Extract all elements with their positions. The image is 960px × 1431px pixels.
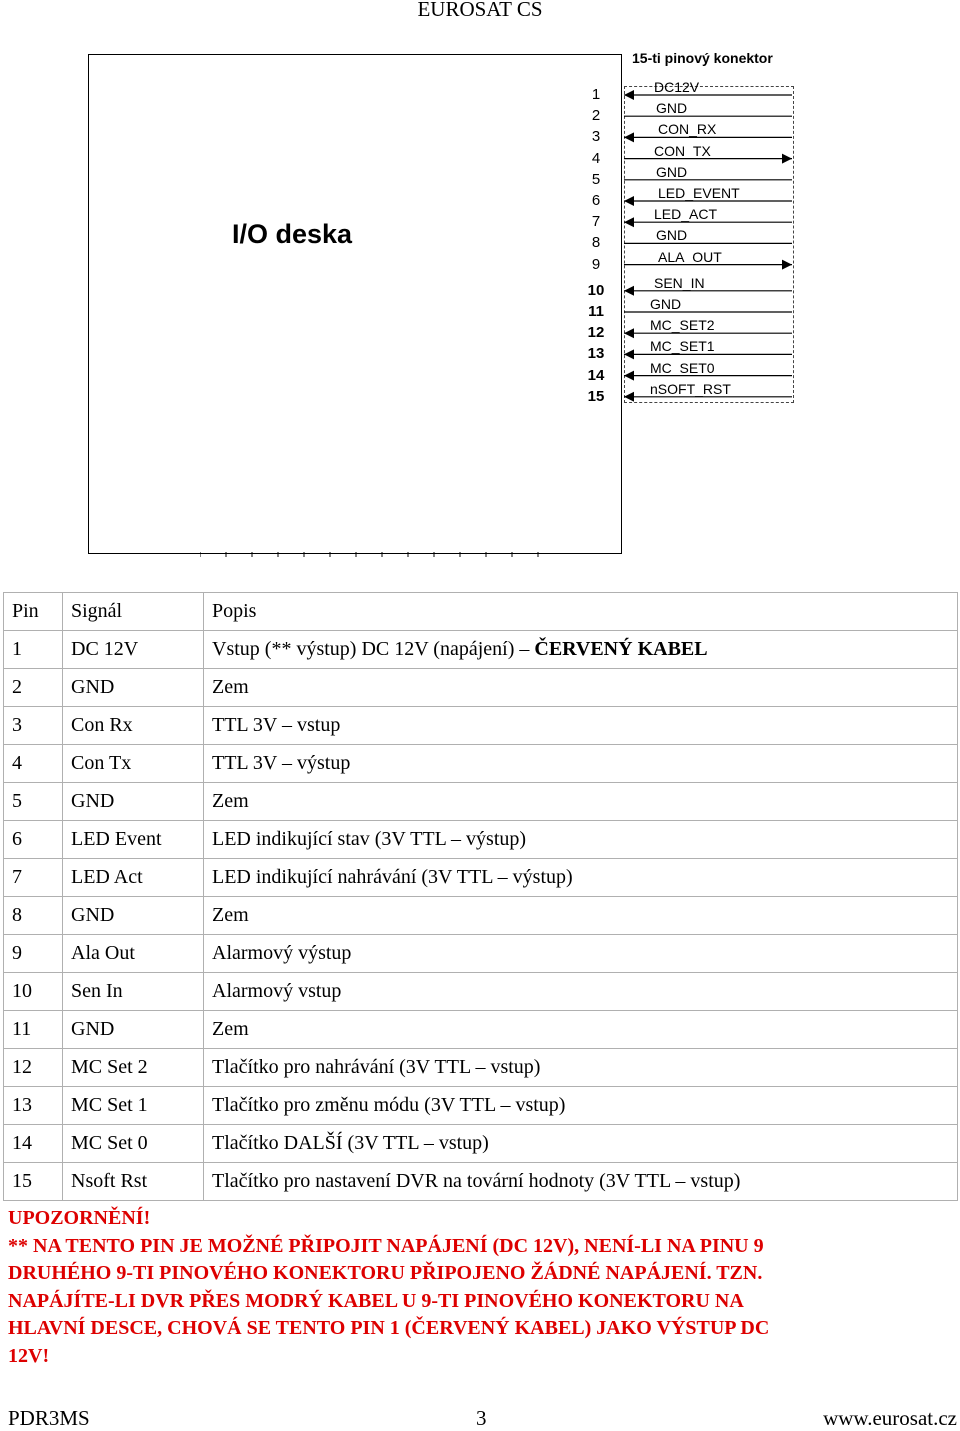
description-bold-text: ČERVENÝ KABEL xyxy=(534,638,708,660)
input-arrow xyxy=(624,286,634,296)
description-text: Vstup (** výstup) DC 12V (napájení) – xyxy=(212,638,535,660)
description-cell xyxy=(204,973,958,1011)
description-cell xyxy=(204,859,958,897)
pin-number-label: 8 xyxy=(591,234,601,252)
table-row xyxy=(4,897,958,935)
description-cell xyxy=(204,783,958,821)
warning-line: ** NA TENTO PIN JE MOŽNÉ PŘIPOJIT NAPÁJENÍ (DC 12V), NENÍ-LI NA PINU 9 xyxy=(8,1234,764,1257)
description-text: Tlačítko pro nastavení DVR na tovární hodnoty (3V TTL – vstup) xyxy=(212,1170,741,1192)
pin-signal-label: LED_ACT xyxy=(654,206,718,223)
pin-number-cell: 4 xyxy=(4,745,63,783)
pin-number-label: 5 xyxy=(591,170,601,188)
pin-signal-label: GND xyxy=(650,296,682,312)
pin-number-cell: 11 xyxy=(4,1011,63,1049)
signal-cell: GND xyxy=(63,669,204,707)
signal-cell: MC Set 2 xyxy=(63,1049,204,1087)
pin-signal-label: GND xyxy=(656,100,688,117)
pin-number-label: 15 xyxy=(587,387,605,405)
pin-number-cell: 5 xyxy=(4,783,63,821)
pin-number-label: 4 xyxy=(591,149,601,167)
signal-cell: Con Rx xyxy=(63,707,204,745)
warning-line: 12V! xyxy=(8,1344,50,1367)
table-row xyxy=(4,1011,958,1049)
pin-number-label: 9 xyxy=(591,255,601,273)
table-row xyxy=(4,1163,958,1201)
input-arrow xyxy=(624,392,634,402)
description-cell xyxy=(204,821,958,859)
document-header: EUROSAT CS xyxy=(417,0,543,21)
pin-signal-label: DC12V xyxy=(654,79,700,95)
signal-cell: MC Set 0 xyxy=(63,1125,204,1163)
pin-number-label: 12 xyxy=(587,324,605,342)
description-cell xyxy=(204,935,958,973)
pin-number-cell: 15 xyxy=(4,1163,63,1201)
description-text: LED indikující stav (3V TTL – výstup) xyxy=(212,828,527,850)
pin-number-cell: 3 xyxy=(4,707,63,745)
input-arrow xyxy=(624,217,634,227)
footer-website: www.eurosat.cz xyxy=(823,1406,957,1430)
description-cell xyxy=(204,1125,958,1163)
table-row xyxy=(4,973,958,1011)
input-arrow xyxy=(624,196,634,206)
board-edge-ticks xyxy=(200,548,560,558)
description-cell xyxy=(204,897,958,935)
pin-signal-label: MC_SET1 xyxy=(650,338,715,355)
description-text: Zem xyxy=(212,1018,249,1040)
pin-signal-label: LED_EVENT xyxy=(658,185,740,201)
output-arrow xyxy=(782,260,792,270)
description-text: Tlačítko DALŠÍ (3V TTL – vstup) xyxy=(212,1132,489,1154)
table-row xyxy=(4,859,958,897)
signal-cell: LED Act xyxy=(63,859,204,897)
pin-number-label: 13 xyxy=(587,345,605,363)
warning-block xyxy=(8,1205,948,1370)
header-pin: Pin xyxy=(4,593,63,631)
pin-table xyxy=(3,592,958,1201)
input-arrow xyxy=(624,132,634,142)
pin-arrows xyxy=(88,50,808,560)
signal-cell: GND xyxy=(63,783,204,821)
io-board-label: I/O deska xyxy=(232,219,353,249)
signal-cell: GND xyxy=(63,897,204,935)
table-row xyxy=(4,631,958,669)
signal-cell: DC 12V xyxy=(63,631,204,669)
pin-number-label: 2 xyxy=(591,107,601,125)
pin-number-label: 14 xyxy=(587,366,605,384)
pin-number-label: 3 xyxy=(591,128,601,146)
pin-number-label: 6 xyxy=(591,192,601,209)
description-text: Zem xyxy=(212,790,249,812)
connector-diagram xyxy=(88,50,808,560)
description-text: Alarmový výstup xyxy=(212,942,352,964)
input-arrow xyxy=(624,328,634,338)
signal-cell: LED Event xyxy=(63,821,204,859)
pin-number-cell: 8 xyxy=(4,897,63,935)
table-row xyxy=(4,1087,958,1125)
pin-number-label: 1 xyxy=(591,86,601,103)
table-row xyxy=(4,745,958,783)
footer-page-number: 3 xyxy=(476,1406,487,1430)
pin-signal-label: CON_RX xyxy=(658,121,717,138)
pin-signal-label: GND xyxy=(656,163,688,180)
signal-cell: MC Set 1 xyxy=(63,1087,204,1125)
description-cell xyxy=(204,669,958,707)
pin-number-cell: 13 xyxy=(4,1087,63,1125)
pin-signal-label: SEN_IN xyxy=(654,274,705,291)
pin-signal-label: ALA_OUT xyxy=(658,248,722,265)
input-arrow xyxy=(624,371,634,381)
pin-number-cell: 6 xyxy=(4,821,63,859)
pin-number-label: 11 xyxy=(588,303,604,320)
description-text: Tlačítko pro změnu módu (3V TTL – vstup) xyxy=(212,1094,566,1116)
table-row xyxy=(4,1049,958,1087)
table-row xyxy=(4,821,958,859)
description-cell xyxy=(204,1163,958,1201)
signal-cell: Ala Out xyxy=(63,935,204,973)
table-row xyxy=(4,1125,958,1163)
pin-number-cell: 7 xyxy=(4,859,63,897)
description-cell xyxy=(204,745,958,783)
table-row xyxy=(4,707,958,745)
table-row xyxy=(4,935,958,973)
description-text: Tlačítko pro nahrávání (3V TTL – vstup) xyxy=(212,1056,541,1078)
warning-line: DRUHÉHO 9-TI PINOVÉHO KONEKTORU PŘIPOJENO ŽÁDNÉ NAPÁJENÍ. TZN. xyxy=(8,1262,763,1284)
pin-number-cell: 14 xyxy=(4,1125,63,1163)
description-cell xyxy=(204,1049,958,1087)
description-cell xyxy=(204,1087,958,1125)
pin-number-cell: 2 xyxy=(4,669,63,707)
input-arrow xyxy=(624,349,634,359)
description-cell xyxy=(204,631,958,669)
pin-signal-label: MC_SET0 xyxy=(650,359,715,376)
table-row xyxy=(4,783,958,821)
pin-signal-label: MC_SET2 xyxy=(650,317,715,334)
pin-number-cell: 12 xyxy=(4,1049,63,1087)
description-cell xyxy=(204,707,958,745)
output-arrow xyxy=(782,154,792,164)
warning-line: HLAVNÍ DESCE, CHOVÁ SE TENTO PIN 1 (ČERVENÝ KABEL) JAKO VÝSTUP DC xyxy=(8,1317,770,1339)
pin-number-cell: 9 xyxy=(4,935,63,973)
input-arrow xyxy=(624,90,634,100)
signal-cell: Nsoft Rst xyxy=(63,1163,204,1201)
pin-number-cell: 10 xyxy=(4,973,63,1011)
pin-signal-label: CON_TX xyxy=(654,142,711,159)
description-text: Alarmový vstup xyxy=(212,980,342,1002)
description-text: LED indikující nahrávání (3V TTL – výstup) xyxy=(212,866,573,888)
pin-signal-label: GND xyxy=(656,227,688,244)
connector-title: 15-ti pinový konektor xyxy=(632,50,773,66)
description-text: Zem xyxy=(212,676,249,698)
signal-cell: Sen In xyxy=(63,973,204,1011)
description-text: Zem xyxy=(212,904,249,926)
description-cell xyxy=(204,1011,958,1049)
header-description: Popis xyxy=(204,593,958,631)
description-text: TTL 3V – výstup xyxy=(212,752,351,774)
description-text: TTL 3V – vstup xyxy=(212,714,341,736)
header-signal: Signál xyxy=(63,593,204,631)
pin-number-cell: 1 xyxy=(4,631,63,669)
table-header-row xyxy=(4,593,958,631)
pin-number-label: 7 xyxy=(591,213,601,231)
signal-cell: GND xyxy=(63,1011,204,1049)
pin-number-label: 10 xyxy=(587,281,605,299)
pin-signal-label: nSOFT_RST xyxy=(650,380,731,397)
table-row xyxy=(4,669,958,707)
warning-line: NAPÁJÍTE-LI DVR PŘES MODRÝ KABEL U 9-TI PINOVÉHO KONEKTORU NA xyxy=(8,1289,744,1312)
footer-left: PDR3MS xyxy=(8,1406,90,1430)
warning-title: UPOZORNĚNÍ! xyxy=(8,1207,151,1229)
signal-cell: Con Tx xyxy=(63,745,204,783)
